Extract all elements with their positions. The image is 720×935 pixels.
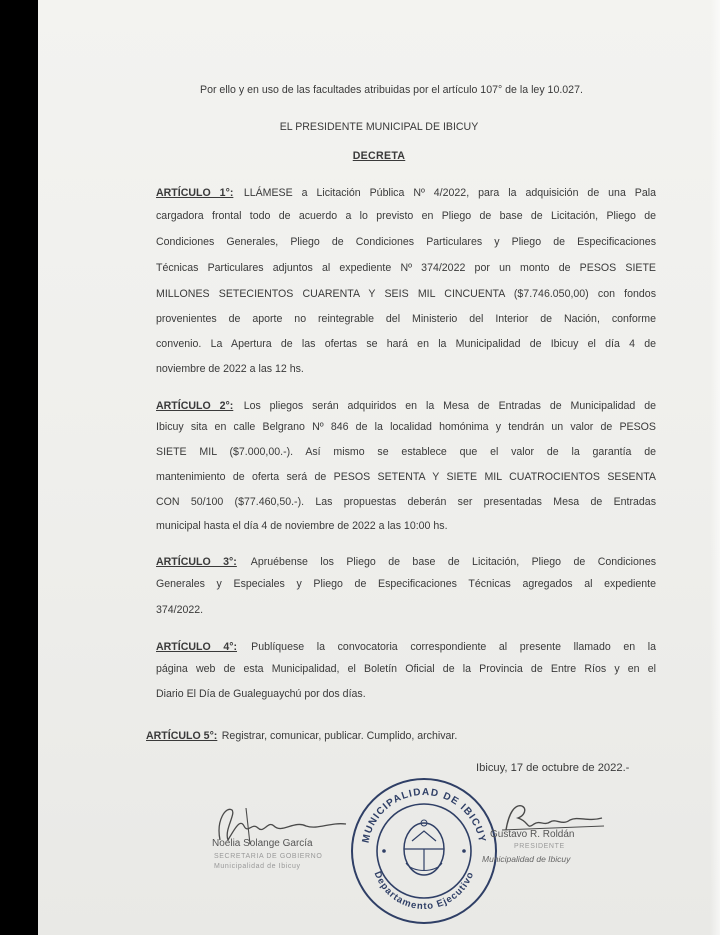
article-1-line-4: Técnicas Particulares adjuntos al expediente Nº 374/2022 por un monto de PESOS SIETE: [156, 262, 656, 274]
article-1-line-6: provenientes de aporte no reintegrable del Ministerio del Interior de Nación, conforme: [156, 313, 656, 325]
page-edge-glare: [710, 0, 720, 935]
article-1-line-2: cargadora frontal todo de acuerdo a lo previsto en Pliego de base de Licitación, Pliego de: [156, 210, 656, 222]
signature-right-org: Municipalidad de Ibicuy: [482, 854, 571, 864]
authority-text: EL PRESIDENTE MUNICIPAL DE IBICUY: [279, 121, 479, 133]
article-4-line-1: ARTÍCULO 4°: Publíquese la convocatoria correspondiente al presente llamado en la: [156, 641, 656, 653]
article-5-label: ARTÍCULO 5°:: [146, 730, 218, 742]
article-2-line-6: municipal hasta el día 4 de noviembre de 2022 a las 10:00 hs.: [156, 520, 448, 532]
signature-left-role: SECRETARIA DE GOBIERNO: [214, 853, 323, 860]
article-1-line-3: Condiciones Generales, Pliego de Condiciones Particulares y Pliego de Especificaciones: [156, 236, 656, 248]
article-1-line-8: noviembre de 2022 a las 12 hs.: [156, 363, 304, 375]
signature-right: [478, 800, 628, 875]
signature-left-name: Noelia Solange García: [212, 838, 313, 849]
stamp-bottom-text: Departamento Ejecutivo: [371, 869, 477, 913]
article-5: [146, 726, 457, 744]
article-4-line-2: página web de esta Municipalidad, el Boletín Oficial de la Provincia de Entre Ríos y en el: [156, 663, 656, 675]
article-4-line-3: Diario El Día de Gualeguaychú por dos días.: [156, 688, 366, 700]
article-2-line-2: Ibicuy sita en calle Belgrano Nº 846 de la localidad homónima y tendrán un valor de PESOS: [156, 421, 656, 433]
article-1-line-7: convenio. La Apertura de las ofertas se hará en la Municipalidad de Ibicuy el día 4 de: [156, 338, 656, 350]
article-3-line-3: 374/2022.: [156, 604, 204, 616]
article-5-text: Registrar, comunicar, publicar. Cumplido, archivar.: [221, 730, 458, 742]
article-4-label: ARTÍCULO 4°:: [156, 641, 238, 653]
intro-text: Por ello y en uso de las facultades atribuidas por el artículo 107° de la ley 10.027.: [200, 84, 583, 96]
document-page: [38, 0, 720, 935]
article-2-line-3: SIETE MIL ($7.000,00.-). Así mismo se establece que el valor de la garantía de: [156, 446, 656, 458]
signature-left: [206, 800, 356, 880]
signature-right-role: PRESIDENTE: [514, 843, 565, 850]
signature-left-org: Municipalidad de Ibicuy: [214, 863, 301, 870]
article-3-line-1: ARTÍCULO 3°: Apruébense los Pliego de base de Licitación, Pliego de Condiciones: [156, 556, 657, 568]
decree-heading: DECRETA: [352, 150, 406, 162]
date-line: Ibicuy, 17 de octubre de 2022.-: [476, 762, 630, 774]
article-2-line-1: ARTÍCULO 2°: Los pliegos serán adquiridos en la Mesa de Entradas de Municipalidad de: [156, 400, 657, 412]
article-3-line-2: Generales y Especiales y Pliego de Especificaciones Técnicas agregados al expediente: [156, 578, 656, 590]
article-3-label: ARTÍCULO 3°:: [156, 556, 237, 568]
article-2-line-5: CON 50/100 ($77.460,50.-). Las propuestas deberán ser presentadas Mesa de Entradas: [156, 496, 656, 508]
signature-right-name: Gustavo R. Roldán: [490, 829, 575, 840]
article-1-line-1: ARTÍCULO 1°: LLÁMESE a Licitación Pública Nº 4/2022, para la adquisición de una Pala: [156, 187, 657, 199]
article-1-label: ARTÍCULO 1°:: [156, 187, 234, 199]
article-2-label: ARTÍCULO 2°:: [156, 400, 234, 412]
stamp-top-text: MUNICIPALIDAD DE IBICUY: [360, 786, 488, 844]
svg-text:Departamento Ejecutivo: [372, 870, 477, 912]
article-2-line-4: mantenimiento de oferta será de PESOS SETENTA Y SIETE MIL CUATROCIENTOS SESENTA: [156, 471, 656, 483]
article-1-line-5: MILLONES SETECIENTOS CUARENTA Y SEIS MIL CINCUENTA ($7.746.050,00) con fondos: [156, 288, 656, 300]
